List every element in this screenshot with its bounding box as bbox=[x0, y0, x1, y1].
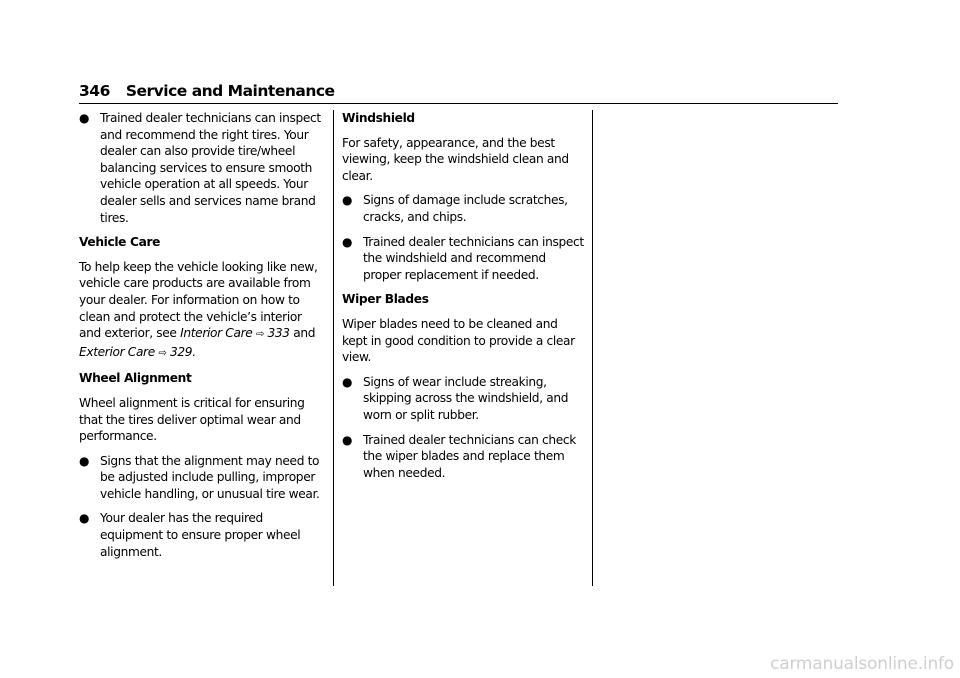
page-ref-icon: ⇨ bbox=[255, 329, 264, 341]
bullet-text: Your dealer has the required equipment to ensure proper wheel alignment. bbox=[100, 511, 301, 559]
bullet-text: Trained dealer technicians can check the wiper blades and replace them when needed. bbox=[363, 432, 576, 480]
link-exterior-care-page: 329 bbox=[169, 344, 193, 359]
bullet-text: Trained dealer technicians can inspect the windshield and recommend proper replacement if needed. bbox=[363, 234, 584, 282]
list-item bbox=[342, 234, 584, 284]
heading-windshield: Windshield bbox=[342, 111, 415, 125]
link-exterior-care[interactable] bbox=[79, 345, 192, 359]
list-item bbox=[79, 510, 327, 560]
section-title: Service and Maintenance bbox=[125, 82, 335, 100]
list-item bbox=[342, 432, 584, 482]
bullet-text: Signs that the alignment may need to be adjusted include pulling, improper vehicle handling, or unusual tire wear. bbox=[100, 453, 320, 501]
paragraph-wheel-alignment: Wheel alignment is critical for ensuring that the tires deliver optimal wear and performance. bbox=[79, 395, 305, 444]
header-rule bbox=[79, 103, 838, 104]
list-item bbox=[342, 374, 584, 424]
vehicle-care-text: To help keep the vehicle looking like new, vehicle care products are available from your dealer. For information on how to clean and protect the vehicle’s interior and exterior, see bbox=[79, 259, 318, 341]
link-interior-care-title: Interior Care bbox=[180, 326, 253, 341]
list-item bbox=[79, 110, 327, 226]
column-left bbox=[79, 110, 327, 568]
heading-vehicle-care: Vehicle Care bbox=[79, 235, 161, 250]
heading-wheel-alignment: Wheel Alignment bbox=[79, 371, 192, 386]
link-exterior-care-title: Exterior Care bbox=[79, 344, 155, 359]
bullet-text: Signs of wear include streaking, skipping across the windshield, and worn or split rubber. bbox=[363, 374, 569, 422]
list-item bbox=[79, 453, 327, 503]
page-ref-icon: ⇨ bbox=[158, 347, 167, 359]
bullet-icon: ● bbox=[342, 193, 353, 208]
heading-wiper-blades: Wiper Blades bbox=[342, 292, 429, 307]
page-number: 346 bbox=[79, 82, 110, 100]
end-punctuation: . bbox=[192, 344, 196, 359]
bullet-icon: ● bbox=[79, 453, 90, 468]
link-interior-care-page: 333 bbox=[267, 326, 290, 341]
bullet-text: Signs of damage include scratches, cracks, and chips. bbox=[363, 193, 568, 224]
bullet-text: Trained dealer technicians can inspect and recommend the right tires. Your dealer can also provide tire/wheel balancing services to ensure smooth vehicle operation at all speeds. Your dealer sells and services name brand tires. bbox=[100, 111, 321, 225]
watermark: carmanualsonline.info bbox=[770, 654, 954, 674]
bullet-icon: ● bbox=[79, 511, 90, 526]
bullet-icon: ● bbox=[342, 234, 353, 249]
column-divider-right bbox=[592, 110, 593, 586]
paragraph-wiper-blades: Wiper blades need to be cleaned and kept in good condition to provide a clear view. bbox=[342, 316, 575, 365]
column-divider-left bbox=[333, 110, 334, 586]
bullet-icon: ● bbox=[79, 111, 90, 125]
paragraph-vehicle-care bbox=[79, 259, 327, 363]
and-text: and bbox=[293, 326, 316, 341]
bullet-icon: ● bbox=[342, 374, 353, 389]
column-middle bbox=[342, 110, 584, 489]
link-interior-care[interactable] bbox=[180, 326, 290, 340]
paragraph-windshield: For safety, appearance, and the best viewing, keep the windshield clean and clear. bbox=[342, 135, 569, 183]
bullet-icon: ● bbox=[342, 432, 353, 447]
list-item bbox=[342, 192, 584, 225]
